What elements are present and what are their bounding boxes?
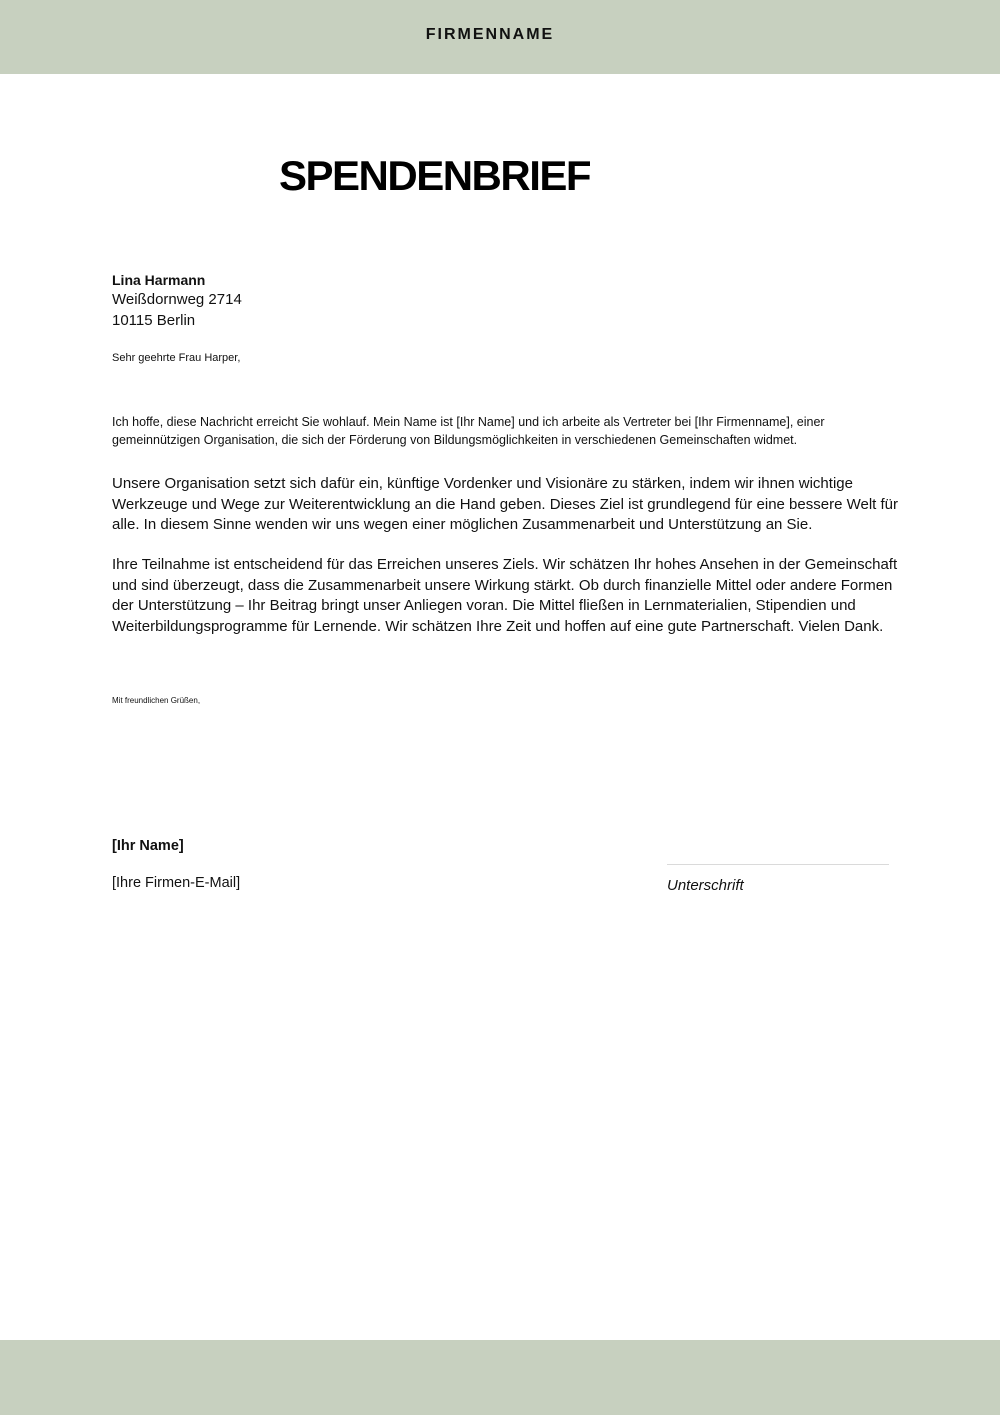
sender-name: [Ihr Name] — [112, 838, 184, 854]
recipient-street: Weißdornweg 2714 — [112, 291, 242, 308]
closing: Mit freundlichen Grüßen, — [112, 696, 201, 705]
sender-email: [Ihre Firmen-E-Mail] — [112, 875, 241, 891]
body-paragraph: Ihre Teilnahme ist entscheidend für das Erreichen unseres Ziels. Wir schätzen Ihr hohes Ansehen in der Gemeinschaft und sind überzeugt, dass die Zusammenarbeit unsere Wirkung stärkt. Ob durch finanzielle Mittel oder andere Formen der Unterstützung – Ihr Beitrag bringt unser Anliegen voran. Die Mittel fließen in Lernmaterialien, Stipendien und Weiterbildungsprogramme für Lernende. Wir schätzen Ihre Zeit und hoffen auf eine gute Partnerschaft. Vielen Dank. — [112, 556, 898, 635]
recipient-address — [112, 271, 242, 331]
recipient-name: Lina Harmann — [112, 272, 206, 288]
signature-line — [667, 864, 889, 865]
salutation: Sehr geehrte Frau Harper, — [112, 352, 241, 364]
intro-paragraph: Ich hoffe, diese Nachricht erreicht Sie wohlauf. Mein Name ist [Ihr Name] und ich arbeite als Vertreter bei [Ihr Firmenname], einer gemeinnützigen Organisation, die sich der Förderung von Bildungsmöglichkeiten in verschiedenen Gemeinschaften widmet. — [112, 415, 825, 447]
signature-label: Unterschrift — [667, 877, 744, 894]
recipient-city: 10115 Berlin — [112, 312, 196, 329]
document-title: SPENDENBRIEF — [279, 152, 591, 199]
footer-band — [0, 1340, 1000, 1415]
company-name: FIRMENNAME — [425, 26, 555, 43]
body-paragraph: Unsere Organisation setzt sich dafür ein, künftige Vordenker und Visionäre zu stärken, indem wir ihnen wichtige Werkzeuge und Wege zur Weiterentwicklung an die Hand geben. Dieses Ziel ist grundlegend für eine bessere Welt für alle. In diesem Sinne wenden wir uns wegen einer möglichen Zusammenarbeit und Unterstützung an Sie. — [112, 475, 898, 533]
